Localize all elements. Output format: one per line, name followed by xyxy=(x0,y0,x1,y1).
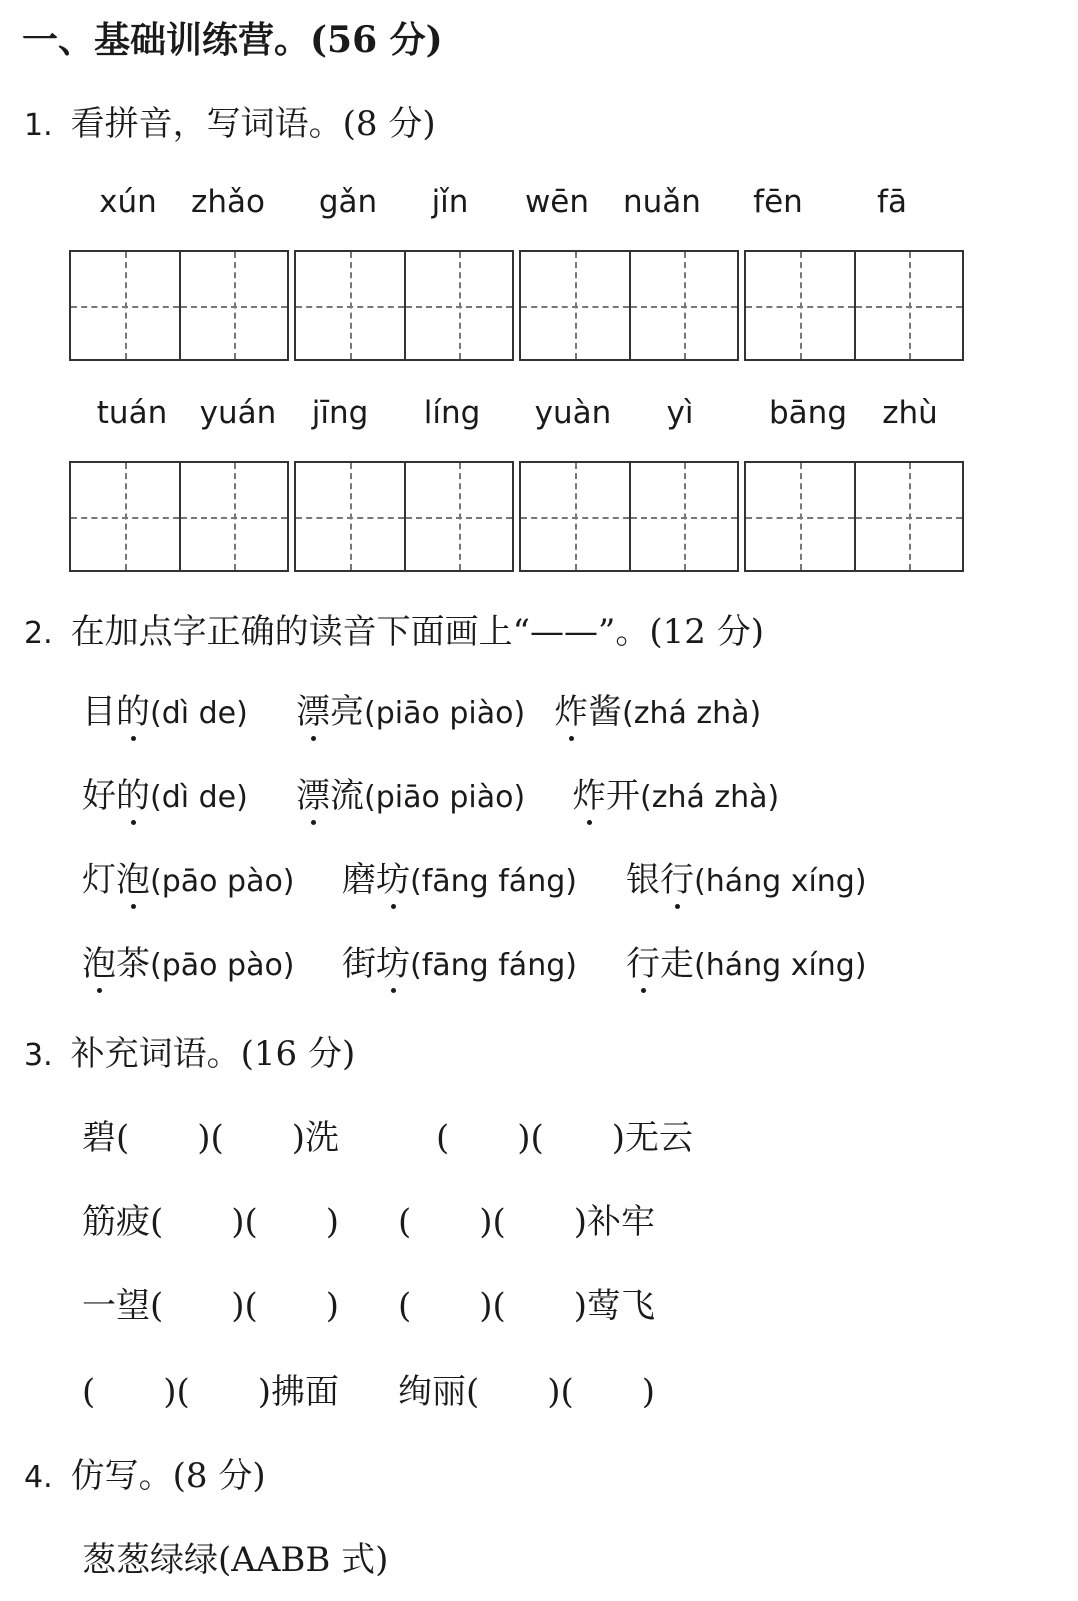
pinyin-label: nuǎn xyxy=(623,184,701,220)
idiom-fill-blank[interactable]: ( )( )补牢 xyxy=(398,1202,656,1242)
pinyin-options[interactable]: (dì de) xyxy=(150,780,248,815)
grid-cell[interactable] xyxy=(71,463,179,570)
grid-cell[interactable] xyxy=(404,463,512,570)
dotted-char: 行 xyxy=(626,936,660,985)
grid-cell[interactable] xyxy=(629,252,737,359)
pronunciation-item[interactable] xyxy=(82,852,295,901)
pinyin-label: gǎn xyxy=(318,184,378,220)
section-title: 一、基础训练营。(56 分) xyxy=(22,19,443,61)
question-number: 4. xyxy=(24,1460,53,1495)
pronunciation-item[interactable] xyxy=(554,684,761,733)
dotted-char: 泡 xyxy=(116,852,150,901)
idiom-fill-blank[interactable]: ( )( )无云 xyxy=(436,1118,694,1158)
pinyin-options[interactable]: (dì de) xyxy=(150,696,248,731)
pinyin-options[interactable]: (háng xíng) xyxy=(694,864,867,899)
question-2-title xyxy=(24,604,764,653)
word-char: 银 xyxy=(626,860,660,900)
pronunciation-item[interactable] xyxy=(572,768,779,817)
pinyin-options[interactable]: (fāng fáng) xyxy=(410,864,577,899)
writing-grid[interactable] xyxy=(69,461,289,572)
word-char: 酱 xyxy=(588,692,622,732)
pronunciation-item[interactable] xyxy=(342,936,577,985)
grid-cell[interactable] xyxy=(521,252,629,359)
dotted-char: 漂 xyxy=(296,684,330,733)
word-char: 流 xyxy=(330,776,364,816)
grid-cell[interactable] xyxy=(404,252,512,359)
pinyin-options[interactable]: (pāo pào) xyxy=(150,864,295,899)
pinyin-label: zhǎo xyxy=(191,184,265,220)
imitation-prompt: 葱葱绿绿(AABB 式) xyxy=(82,1540,389,1580)
pinyin-label: tuán xyxy=(96,395,168,431)
grid-cell[interactable] xyxy=(179,252,287,359)
word-char: 茶 xyxy=(116,944,150,984)
question-text: 补充词语。(16 分) xyxy=(70,1034,356,1074)
grid-cell[interactable] xyxy=(854,252,962,359)
idiom-fill-blank[interactable]: 筋疲( )( ) xyxy=(82,1202,340,1242)
writing-grid[interactable] xyxy=(519,250,739,361)
idiom-fill-blank[interactable]: ( )( )拂面 xyxy=(82,1372,340,1412)
question-1-title xyxy=(24,96,436,145)
dotted-char: 行 xyxy=(660,852,694,901)
idiom-fill-blank[interactable]: 碧( )( )洗 xyxy=(82,1118,340,1158)
pronunciation-item[interactable] xyxy=(82,768,248,817)
dotted-char: 漂 xyxy=(296,768,330,817)
pinyin-label: yuàn xyxy=(534,395,612,431)
pinyin-options[interactable]: (fāng fáng) xyxy=(410,948,577,983)
grid-cell[interactable] xyxy=(746,252,854,359)
dotted-char: 炸 xyxy=(572,768,606,817)
question-4-title xyxy=(24,1448,266,1497)
grid-cell[interactable] xyxy=(71,252,179,359)
pinyin-label: xún xyxy=(99,184,157,220)
question-text: 在加点字正确的读音下面画上“——”。(12 分) xyxy=(70,612,764,652)
grid-cell[interactable] xyxy=(296,463,404,570)
question-text: 看拼音，写词语。(8 分) xyxy=(70,104,436,144)
grid-cell[interactable] xyxy=(629,463,737,570)
pinyin-label: yì xyxy=(666,395,694,431)
writing-grid[interactable] xyxy=(294,250,514,361)
pronunciation-item[interactable] xyxy=(296,768,525,817)
pronunciation-item[interactable] xyxy=(626,852,867,901)
dotted-char: 炸 xyxy=(554,684,588,733)
question-number: 3. xyxy=(24,1038,53,1073)
pinyin-label: fēn xyxy=(753,184,803,220)
pinyin-label: bāng xyxy=(769,395,847,431)
grid-cell[interactable] xyxy=(746,463,854,570)
idiom-fill-blank[interactable]: 绚丽( )( ) xyxy=(398,1372,656,1412)
pronunciation-item[interactable] xyxy=(82,684,248,733)
writing-grid[interactable] xyxy=(294,461,514,572)
pinyin-label: líng xyxy=(423,395,481,431)
pronunciation-item[interactable] xyxy=(342,852,577,901)
question-3-title xyxy=(24,1026,355,1075)
pinyin-options[interactable]: (piāo piào) xyxy=(364,696,526,731)
pinyin-options[interactable]: (háng xíng) xyxy=(694,948,867,983)
word-char: 亮 xyxy=(330,692,364,732)
word-char: 目 xyxy=(82,692,116,732)
pronunciation-item[interactable] xyxy=(296,684,525,733)
word-char: 街 xyxy=(342,944,376,984)
grid-cell[interactable] xyxy=(296,252,404,359)
dotted-char: 的 xyxy=(116,768,150,817)
pinyin-options[interactable]: (pāo pào) xyxy=(150,948,295,983)
grid-cell[interactable] xyxy=(854,463,962,570)
writing-grid[interactable] xyxy=(744,250,964,361)
writing-grid[interactable] xyxy=(519,461,739,572)
word-char: 好 xyxy=(82,776,116,816)
dotted-char: 坊 xyxy=(376,852,410,901)
question-text: 仿写。(8 分) xyxy=(70,1456,266,1496)
pronunciation-item[interactable] xyxy=(626,936,867,985)
idiom-fill-blank[interactable]: 一望( )( ) xyxy=(82,1286,340,1326)
writing-grid[interactable] xyxy=(69,250,289,361)
dotted-char: 坊 xyxy=(376,936,410,985)
grid-cell[interactable] xyxy=(521,463,629,570)
pronunciation-item[interactable] xyxy=(82,936,295,985)
idiom-fill-blank[interactable]: ( )( )莺飞 xyxy=(398,1286,656,1326)
pinyin-label: jǐn xyxy=(431,184,469,220)
pinyin-label: fā xyxy=(877,184,907,220)
question-number: 2. xyxy=(24,616,53,651)
pinyin-options[interactable]: (zhá zhà) xyxy=(622,696,762,731)
dotted-char: 的 xyxy=(116,684,150,733)
word-char: 灯 xyxy=(82,860,116,900)
word-char: 磨 xyxy=(342,860,376,900)
grid-cell[interactable] xyxy=(179,463,287,570)
dotted-char: 泡 xyxy=(82,936,116,985)
pinyin-options[interactable]: (piāo piào) xyxy=(364,780,526,815)
pinyin-label: wēn xyxy=(524,184,590,220)
question-number: 1. xyxy=(24,108,53,143)
pinyin-options[interactable]: (zhá zhà) xyxy=(640,780,780,815)
pinyin-label: yuán xyxy=(199,395,277,431)
word-char: 开 xyxy=(606,776,640,816)
pinyin-label: zhù xyxy=(882,395,938,431)
writing-grid[interactable] xyxy=(744,461,964,572)
pinyin-label: jīng xyxy=(311,395,369,431)
word-char: 走 xyxy=(660,944,694,984)
